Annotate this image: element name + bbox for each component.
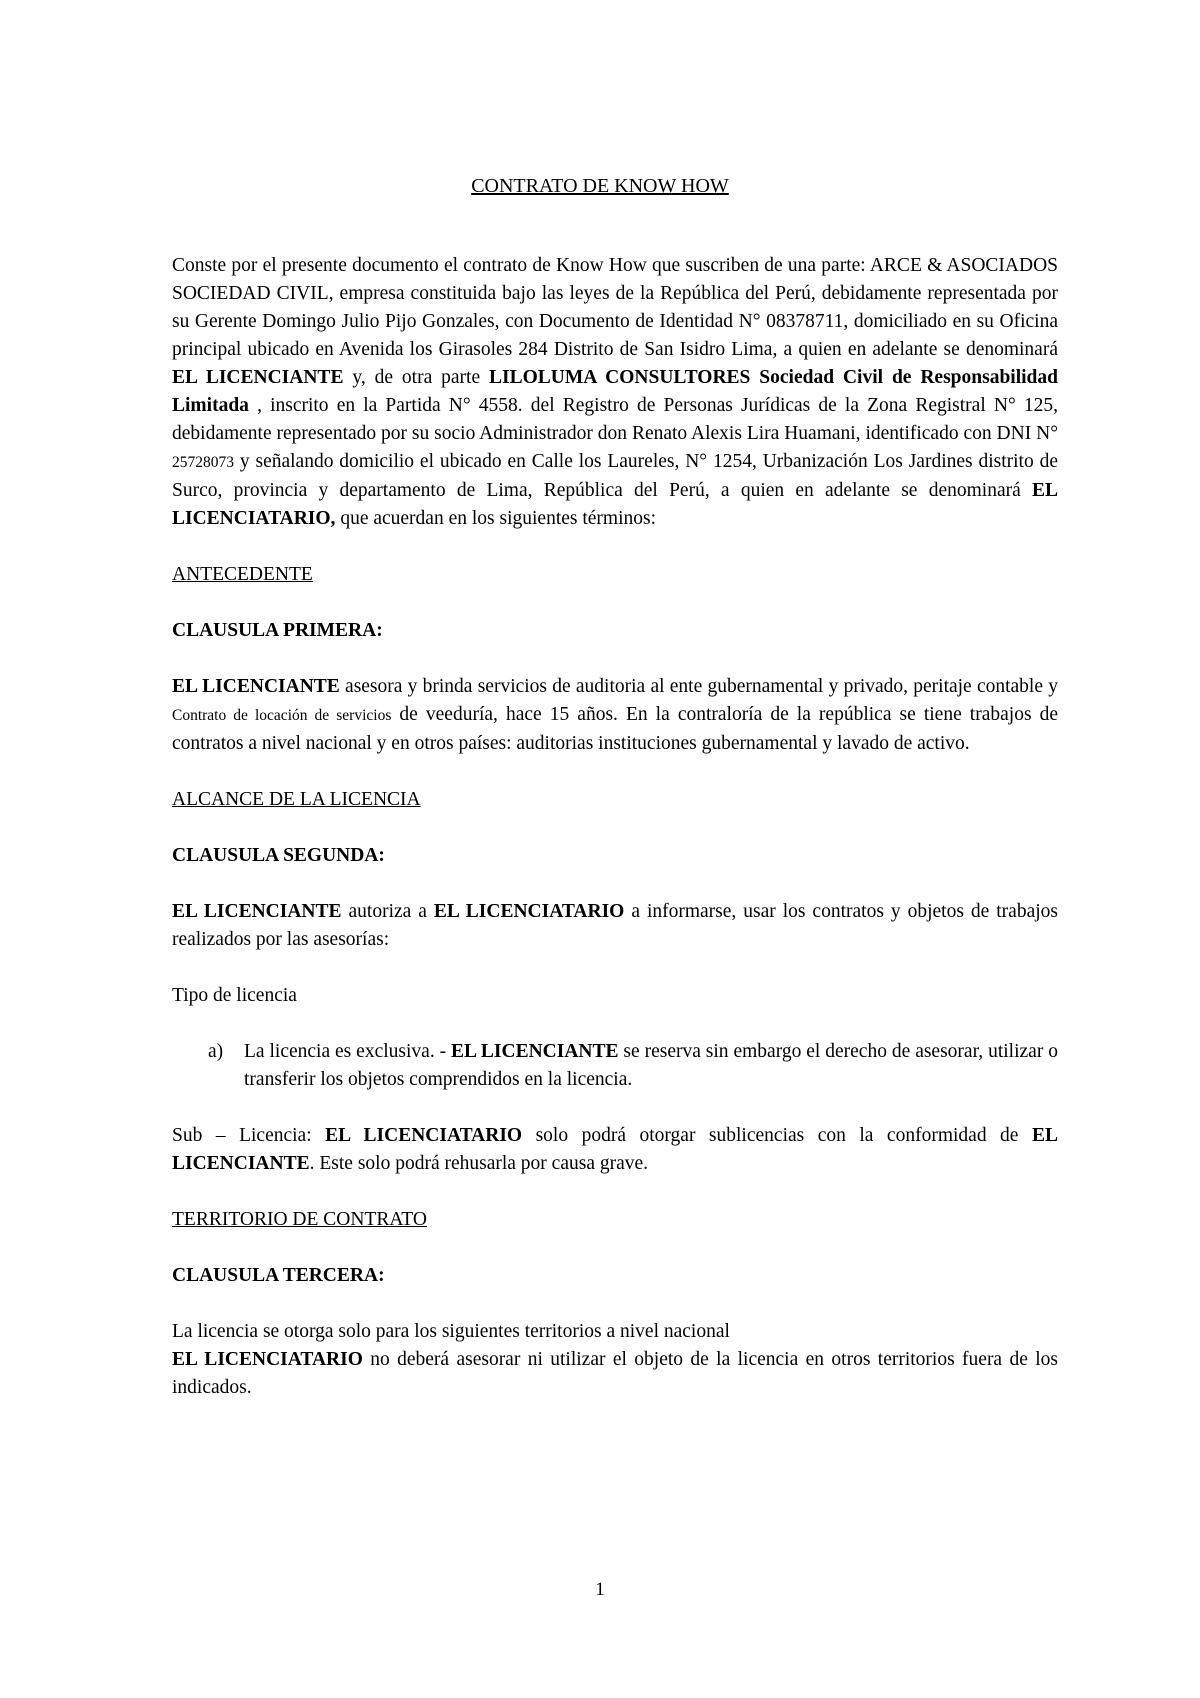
- sublicencia-paragraph: [172, 1122, 1058, 1178]
- dni-number: 25728073: [172, 454, 234, 471]
- section-heading-territorio: TERRITORIO DE CONTRATO: [172, 1209, 427, 1230]
- primera-text-1: asesora y brinda servicios de auditoria al ente gubernamental y privado, peritaje contable y: [339, 676, 1058, 697]
- licenciante-term: EL LICENCIANTE: [172, 1125, 1058, 1174]
- licenciatario-term: EL LICENCIATARIO,: [172, 480, 1058, 529]
- sub-text-2: solo podrá otorgar sublicencias con la conformidad de: [522, 1125, 1032, 1146]
- primera-text-2: de veeduría, hace 15 años. En la contraloría de la república se tiene trabajos de contratos a nivel nacional y en otros países: auditorias instituciones gubernamental y lavado de activo.: [172, 704, 1058, 754]
- tercera-paragraph: [172, 1346, 1058, 1402]
- licenciatario-term: EL LICENCIATARIO: [172, 1349, 363, 1370]
- licenciatario-term: EL LICENCIATARIO: [433, 901, 625, 922]
- primera-small-text: Contrato de locación de servicios: [172, 707, 392, 724]
- clause-primera-heading: CLAUSULA PRIMERA:: [172, 620, 383, 641]
- intro-text-5: que acuerdan en los siguientes términos:: [335, 508, 657, 529]
- item-text-2: se reserva sin embargo el derecho de asesorar, utilizar o transferir los objetos comprendidos en la licencia.: [244, 1041, 1058, 1090]
- licenciante-term: EL LICENCIANTE: [172, 676, 340, 697]
- clause-tercera-heading: CLAUSULA TERCERA:: [172, 1265, 385, 1286]
- clause-primera-paragraph: [172, 673, 1058, 758]
- section-heading-antecedente: ANTECEDENTE: [172, 564, 313, 585]
- clause-segunda-paragraph: [172, 898, 1058, 954]
- intro-text-1: Conste por el presente documento el contrato de Know How que suscriben de una parte: ARCE & ASOCIADOS SOCIEDAD CIVIL, empresa constituida bajo las leyes de la República del Perú, debidamente representada por su Gerente Domingo Julio Pijo Gonzales, con Documento de Identidad N° 08378711, domiciliado en su Oficina principal ubicado en Avenida los Girasoles 284 Distrito de San Isidro Lima, a quien en adelante se denominará: [172, 255, 1058, 360]
- page-number: 1: [595, 1579, 605, 1600]
- intro-text-2: y, de otra parte: [343, 367, 489, 388]
- section-heading-alcance: ALCANCE DE LA LICENCIA: [172, 789, 421, 810]
- sub-text-1: Sub – Licencia:: [172, 1125, 326, 1146]
- clause-segunda-heading: CLAUSULA SEGUNDA:: [172, 845, 385, 866]
- item-text-1: La licencia es exclusiva. -: [244, 1041, 452, 1062]
- tipo-licencia-label: Tipo de licencia: [172, 985, 297, 1006]
- licenciante-term: EL LICENCIANTE: [451, 1041, 619, 1062]
- document-title: CONTRATO DE KNOW HOW: [471, 175, 729, 197]
- sub-text-3: . Este solo podrá rehusarla por causa grave.: [309, 1153, 649, 1174]
- list-item: [208, 1038, 1058, 1094]
- licenciatario-term: EL LICENCIATARIO: [325, 1125, 523, 1146]
- document-body: [172, 252, 1058, 1402]
- list-item-text: [244, 1038, 1058, 1094]
- tercera-line-1: La licencia se otorga solo para los siguientes territorios a nivel nacional: [172, 1321, 730, 1342]
- intro-text-4: y señalando domicilio el ubicado en Calle los Laureles, N° 1254, Urbanización Los Jardines distrito de Surco, provincia y departamento de Lima, República del Perú, a quien en adelante se denominará: [172, 451, 1058, 501]
- licenciante-term: EL LICENCIANTE: [172, 367, 344, 388]
- tercera-text-1: no deberá asesorar ni utilizar el objeto de la licencia en otros territorios fuera de los indicados.: [172, 1349, 1058, 1398]
- liloluma-name: LILOLUMA CONSULTORES Sociedad Civil de Responsabilidad Limitada: [172, 367, 1058, 416]
- segunda-text-2: a informarse, usar los contratos y objetos de trabajos realizados por las asesorías:: [172, 901, 1058, 950]
- segunda-text-1: autoriza a: [341, 901, 434, 922]
- list-marker: a): [208, 1041, 224, 1062]
- intro-paragraph: [172, 252, 1058, 533]
- licenciante-term: EL LICENCIANTE: [172, 901, 342, 922]
- intro-text-3: , inscrito en la Partida N° 4558. del Registro de Personas Jurídicas de la Zona Registral N° 125, debidamente representado por su socio Administrador don Renato Alexis Lira Huamani, identificado con DNI N°: [172, 395, 1058, 444]
